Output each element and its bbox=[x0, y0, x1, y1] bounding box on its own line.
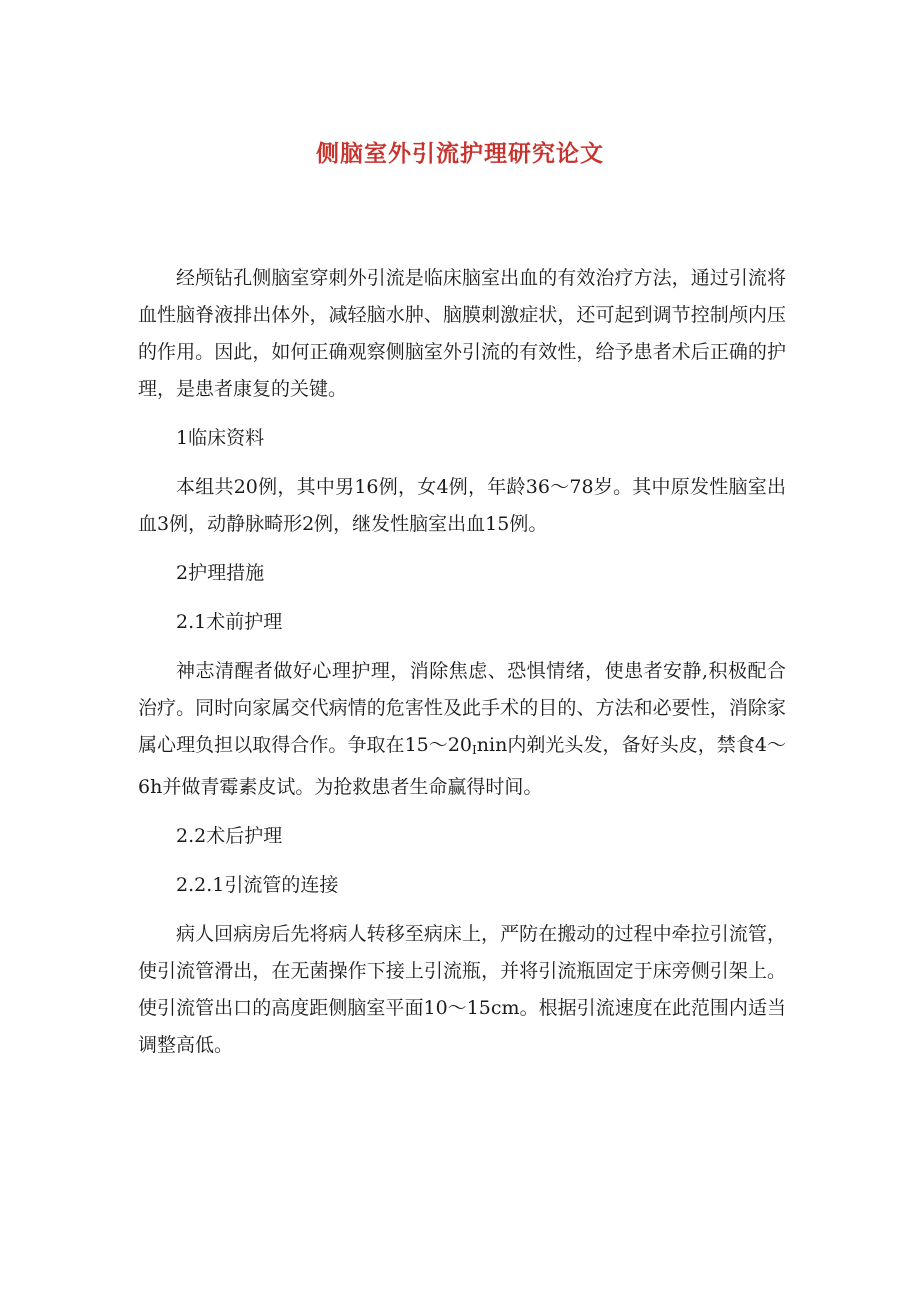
section-2-heading: 2护理措施 bbox=[176, 562, 265, 584]
intro-paragraph: 经颅钻孔侧脑室穿刺外引流是临床脑室出血的有效治疗方法，通过引流将血性脑脊液排出体外，减轻脑水肿、脑膜刺激症状，还可起到调节控制颅内压的作用。因此，如何正确观察侧脑室外引流的有效性，给予患者术后正确的护理，是患者康复的关键。 bbox=[138, 267, 786, 400]
section-2-1-text-a: 神志清醒者做好心理护理，消除焦虑、恐惧情绪，使患者安静,积极配合治疗。同时向家属交代病情的危害性及此手术的目的、方法和必要性，消除家属心理负担以取得合作。争取在15～20 bbox=[138, 660, 786, 756]
section-2-1-text-sub: I bbox=[472, 743, 477, 757]
document-body bbox=[138, 260, 786, 1064]
page-title: 侧脑室外引流护理研究论文 bbox=[316, 140, 604, 168]
section-1-paragraph: 本组共20例，其中男16例，女4例，年龄36～78岁。其中原发性脑室出血3例，动静脉畸形2例，继发性脑室出血15例。 bbox=[138, 476, 786, 535]
section-2-1-paragraph bbox=[138, 653, 786, 806]
section-2-2-1-paragraph: 病人回病房后先将病人转移至病床上，严防在搬动的过程中牵拉引流管，使引流管滑出，在无菌操作下接上引流瓶，并将引流瓶固定于床旁侧引架上。使引流管出口的高度距侧脑室平面10～15cm。根据引流速度在此范围内适当调整高低。 bbox=[138, 923, 786, 1056]
section-2-2-1-heading: 2.2.1引流管的连接 bbox=[176, 874, 339, 896]
section-2-2-heading: 2.2术后护理 bbox=[176, 825, 283, 847]
section-1-heading: 1临床资料 bbox=[176, 427, 265, 449]
section-2-1-text-b: nin内剃光头发，备好头皮，禁食4～6h并做青霉素皮试。为抢救患者生命赢得时间。 bbox=[138, 734, 786, 798]
section-2-1-heading: 2.1术前护理 bbox=[176, 611, 283, 633]
